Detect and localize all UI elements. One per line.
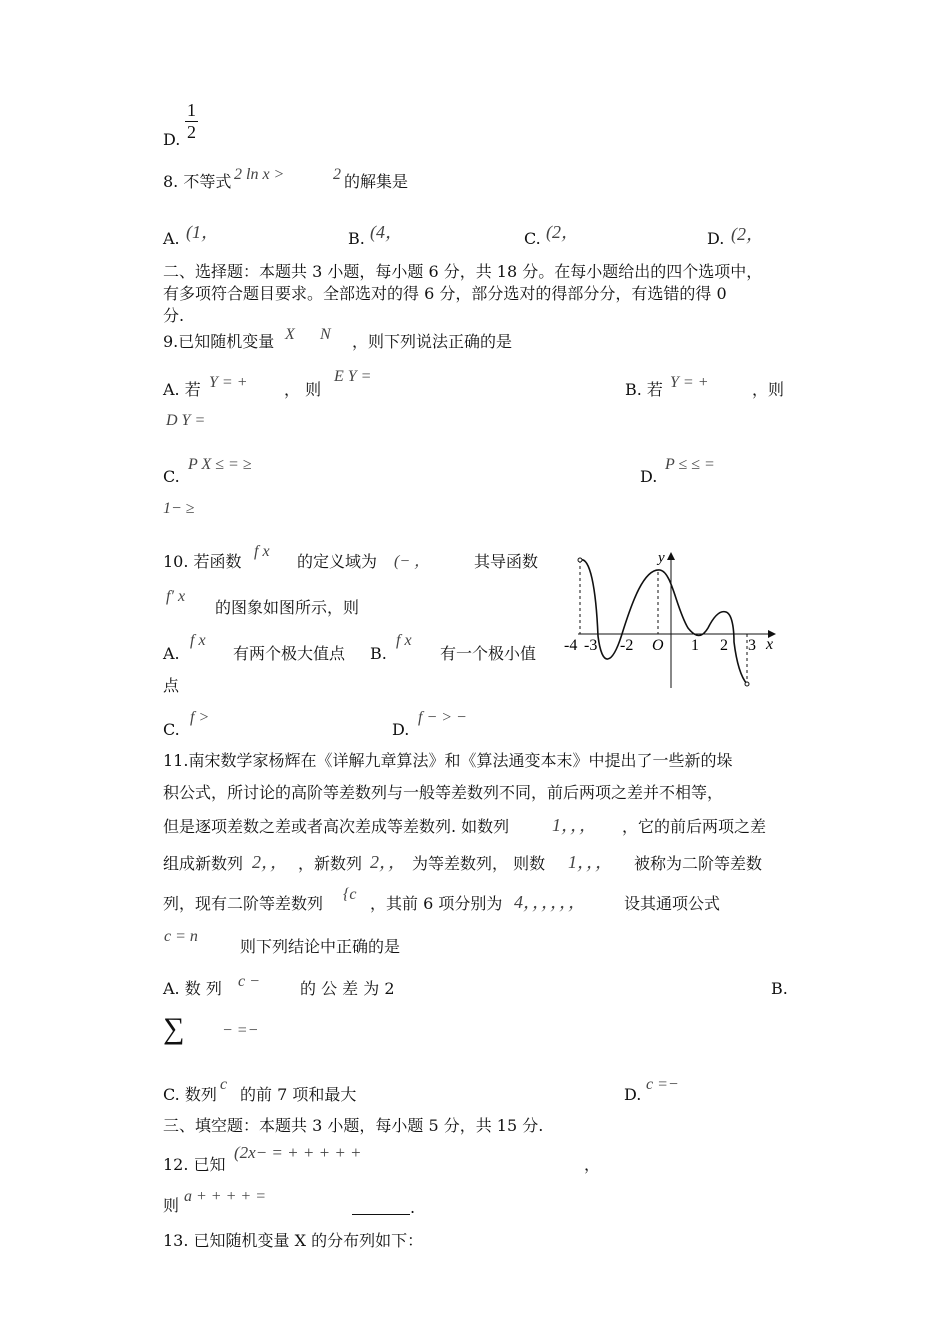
- q11-a-math: c −: [238, 973, 260, 990]
- q12-end: .: [410, 1198, 416, 1217]
- q11-line5-prefix: 列，现有二阶等差数列: [163, 894, 324, 913]
- q8-option-d-label: D.: [707, 229, 725, 248]
- q8-option-c-label: C.: [524, 229, 541, 248]
- q8-option-a-math: (1，: [186, 222, 219, 242]
- q11-line5-math2: 4，，，，，，: [514, 892, 586, 912]
- q11-line6-suffix: 则下列结论中正确的是: [240, 937, 401, 956]
- q12-prefix: 12. 已知: [163, 1155, 226, 1174]
- q11-a-label: A. 数 列: [163, 979, 222, 998]
- q9-a-mid: ， 则: [284, 380, 322, 399]
- graph-y-label: y: [658, 550, 665, 566]
- q11-c-text: 的前 7 项和最大: [240, 1085, 357, 1104]
- q11-line1: 11.南宋数学家杨辉在《详解九章算法》和《算法通变本末》中提出了一些新的垛: [163, 751, 733, 770]
- derivative-curve: [580, 560, 747, 684]
- q11-b-sigma: ∑: [163, 1012, 185, 1045]
- q11-line4-mid2: 为等差数列， 则数: [412, 854, 546, 873]
- q9-var: X: [285, 326, 295, 343]
- section3-line: 三、填空题：本题共 3 小题，每小题 5 分，共 15 分.: [163, 1116, 544, 1135]
- q10-b-math: f x: [396, 632, 412, 649]
- q7-option-d-label: D.: [163, 130, 181, 149]
- q10-line1-prefix: 10. 若函数: [163, 552, 242, 571]
- fraction-denominator: 2: [187, 122, 196, 142]
- q11-line2: 积公式，所讨论的高阶等差数列与一般等差数列不同，前后两项之差并不相等，: [163, 783, 724, 802]
- q11-line3-prefix: 但是逐项差数之差或者高次差成等差数列. 如数列: [163, 817, 510, 836]
- q11-line3-math: 1，，，: [552, 815, 597, 835]
- q8-option-c-math: (2，: [546, 222, 579, 242]
- q11-line5-math: {c: [343, 886, 357, 903]
- section2-line3: 分.: [163, 306, 185, 325]
- tick-label: -3: [584, 637, 598, 654]
- q11-line4-math3: 1，，，: [568, 852, 613, 872]
- q9-d-math: P ≤ ≤ =: [665, 456, 715, 473]
- q10-b-label: B.: [370, 644, 387, 663]
- section2-line1: 二、选择题：本题共 3 小题，每小题 6 分，共 18 分。在每小题给出的四个选项中，: [163, 262, 763, 281]
- q11-line4-mid: ，新数列: [298, 854, 363, 873]
- q10-a-text: 有两个极大值点: [233, 644, 346, 663]
- q9-b-label: B. 若: [625, 380, 663, 399]
- q11-c-math: c: [220, 1076, 228, 1093]
- q8-option-a-label: A.: [163, 229, 180, 248]
- tick-label: 3: [748, 637, 756, 654]
- q9-d-label: D.: [640, 467, 658, 486]
- q10-a-math: f x: [190, 632, 206, 649]
- q9-suffix: ，则下列说法正确的是: [352, 332, 513, 351]
- q7-option-d-fraction: [185, 100, 198, 143]
- q10-line1-mid: 的定义域为: [297, 552, 378, 571]
- q12-suffix: ，: [584, 1155, 601, 1174]
- tick-label: -4: [564, 637, 578, 654]
- q8-option-b-math: (4，: [370, 222, 403, 242]
- q11-d-label: D.: [624, 1085, 642, 1104]
- fraction-numerator: 1: [187, 100, 196, 120]
- q13-text: 13. 已知随机变量 X 的分布列如下：: [163, 1231, 424, 1250]
- q10-d-math: f − > −: [418, 709, 467, 726]
- q10-b-cont: 点: [163, 676, 180, 695]
- q11-b-label: B.: [771, 979, 788, 998]
- derivative-graph: [560, 548, 786, 698]
- q10-a-label: A.: [163, 644, 180, 663]
- q10-b-text: 有一个极小值: [440, 644, 537, 663]
- q9-a-math2: E Y =: [334, 368, 372, 385]
- q9-prefix: 9.已知随机变量: [163, 332, 275, 351]
- q11-line4-math: 2，，: [252, 852, 288, 872]
- graph-origin-label: O: [652, 637, 664, 654]
- q11-line5-suffix: 设其通项公式: [624, 894, 721, 913]
- q11-b-math: − =−: [222, 1022, 259, 1039]
- q9-d-cont: 1− ≥: [163, 500, 195, 517]
- tick-label: -2: [620, 637, 634, 654]
- q11-c-label: C. 数列: [163, 1085, 217, 1104]
- q11-a-text: 的 公 差 为 2: [300, 979, 395, 998]
- endpoint-right: [745, 682, 749, 686]
- q9-b-math: Y = +: [670, 374, 709, 391]
- q10-line1-math: f x: [254, 543, 270, 560]
- q9-a-math1: Y = +: [209, 374, 248, 391]
- q12-line2-prefix: 则: [163, 1196, 180, 1215]
- q8-prefix: 8. 不等式: [163, 172, 232, 191]
- q11-line4-suffix: 被称为二阶等差数: [634, 854, 763, 873]
- q11-line4-math2: 2，，: [370, 852, 406, 872]
- q11-line4-prefix: 组成新数列: [163, 854, 244, 873]
- graph-x-label: x: [766, 636, 774, 653]
- q9-b-suffix: ，则: [752, 380, 785, 399]
- q9-a-label: A. 若: [163, 380, 201, 399]
- q11-line5-mid: ，其前 6 项分别为: [370, 894, 503, 913]
- q9-c-math: P X ≤ = ≥: [188, 456, 252, 473]
- q9-b-cont: D Y =: [166, 412, 206, 429]
- q10-line2-math: f′ x: [166, 588, 186, 605]
- q10-line1-suffix: 其导函数: [474, 552, 539, 571]
- q10-line2-suffix: 的图象如图所示，则: [215, 598, 360, 617]
- q12-answer-blank[interactable]: [352, 1200, 410, 1215]
- q8-expr-tail: 2: [333, 166, 341, 183]
- endpoint-left: [578, 558, 582, 562]
- q11-d-math: c =−: [646, 1076, 679, 1093]
- q11-line6-math: c = n: [164, 928, 198, 945]
- q9-dist: N: [320, 326, 331, 343]
- q10-line1-math2: (− ，: [394, 553, 431, 570]
- tick-label: 2: [720, 637, 728, 654]
- q10-d-label: D.: [392, 720, 410, 739]
- y-axis-arrow: [667, 552, 675, 560]
- section2-line2: 有多项符合题目要求。全部选对的得 6 分，部分选对的得部分分，有选错的得 0: [163, 284, 727, 303]
- q12-line2-math: a + + + + =: [184, 1188, 266, 1205]
- q8-suffix: 的解集是: [344, 172, 409, 191]
- tick-label: 1: [691, 637, 699, 654]
- q8-option-d-math: (2，: [731, 224, 764, 244]
- q9-c-label: C.: [163, 467, 180, 486]
- q10-c-label: C.: [163, 720, 180, 739]
- q11-line3-suffix: ，它的前后两项之差: [622, 817, 767, 836]
- q8-option-b-label: B.: [348, 229, 365, 248]
- q10-c-math: f >: [190, 709, 210, 726]
- q8-expr: 2 ln x >: [234, 166, 285, 183]
- q12-math: (2x− = + + + + +: [234, 1143, 362, 1162]
